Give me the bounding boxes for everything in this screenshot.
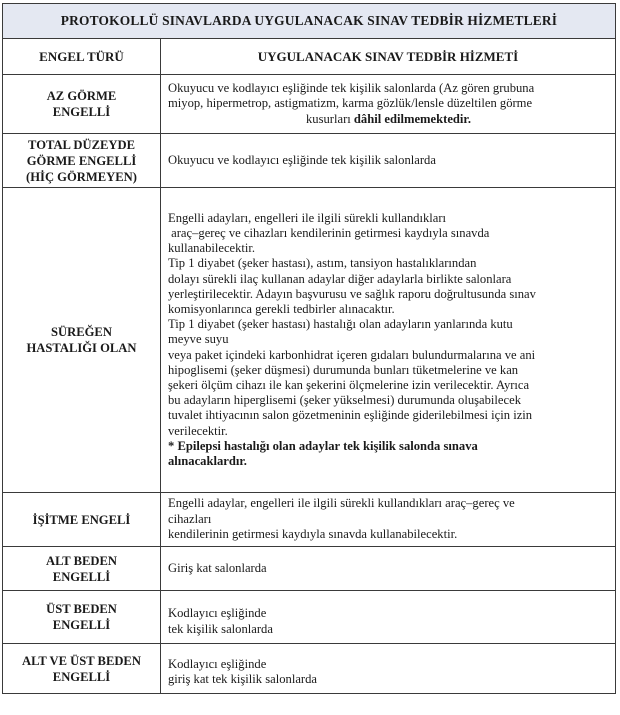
type-line: ALT VE ÜST BEDEN (22, 653, 141, 668)
disability-type-cell (3, 591, 161, 644)
text-line: miyop, hipermetrop, astigmatizm, karma gözlük/lensle düzeltilen görme (168, 96, 533, 111)
text-line: cihazları (168, 511, 212, 526)
text-line: dolayı sürekli ilaç kullanan adaylar diğer adaylarla birlikte salonlara (168, 271, 512, 286)
type-line: ENGELLİ (52, 569, 111, 584)
type-line: (HİÇ GÖRMEYEN) (26, 169, 137, 184)
type-line: AZ GÖRME (46, 89, 117, 103)
table-title: PROTOKOLLÜ SINAVLARDA UYGULANACAK SINAV TEDBİR HİZMETLERİ (3, 4, 616, 39)
text-line: Tip 1 diyabet (şeker hastası) hastalığı olan adayların yanlarında kutu (168, 317, 513, 332)
disability-type-cell (3, 134, 161, 188)
text-line: araç–gereç ve cihazları kendilerinin getirmesi kaydıyla sınavda (168, 225, 490, 240)
text-line: Giriş kat salonlarda (168, 560, 267, 575)
emphasis-text: dâhil edilmemektedir. (353, 111, 471, 126)
text-line: hipoglisemi (şeker düşmesi) durumunda bunları tüketmelerine ve kan (168, 362, 519, 377)
text-line: yerleştirilecektir. Adayın başvurusu ve sağlık raporu doğrultusunda sınav (168, 286, 536, 301)
text-line: Kodlayıcı eşliğinde (168, 606, 267, 621)
title-row (3, 4, 616, 39)
table-row (3, 493, 616, 547)
disability-type-cell (3, 547, 161, 591)
type-line: ENGELLİ (52, 618, 111, 632)
epilepsy-note: alınacaklardır. (168, 454, 247, 469)
text-line: Tip 1 diyabet (şeker hastası), astım, tansiyon hastalıklarından (168, 256, 477, 271)
epilepsy-note: * Epilepsi hastalığı olan adaylar tek kişilik salonda sınava (168, 438, 478, 453)
service-cell (161, 591, 616, 644)
text-line: bu adayların hiperglisemi (şeker yükselmesi) durumunda oluşabilecek (168, 393, 521, 408)
table-row (3, 188, 616, 493)
text-line (168, 112, 609, 127)
text-line: tek kişilik salonlarda (168, 621, 273, 636)
text-line: komisyonlarınca gerekli tedbirler alınacaktır. (168, 301, 395, 316)
table-row (3, 644, 616, 694)
type-line: İŞİTME ENGELİ (32, 512, 131, 527)
disability-type-cell (3, 188, 161, 493)
disability-type-cell (3, 75, 161, 134)
text-line: giriş kat tek kişilik salonlarda (168, 672, 317, 686)
text-line: şekeri ölçüm cihazı ile kan şekerini ölçmelerine izin verilecektir. Ayrıca (168, 378, 530, 392)
text-line: verilecektir. (168, 423, 228, 438)
header-disability-type: ENGEL TÜRÜ (3, 39, 161, 75)
service-cell (161, 134, 616, 188)
text-line: Kodlayıcı eşliğinde (168, 656, 267, 671)
table-row (3, 134, 616, 188)
service-cell (161, 75, 616, 134)
type-line: ENGELLİ (52, 105, 111, 119)
table-row (3, 75, 616, 134)
disability-type-cell (3, 644, 161, 694)
type-line: HASTALIĞI OLAN (26, 341, 137, 355)
service-cell (161, 188, 616, 493)
text-line: veya paket içindeki karbonhidrat içeren gıdaları bulundurmalarına ve ani (168, 347, 536, 362)
header-row (3, 39, 616, 75)
table-row (3, 547, 616, 591)
type-line: ENGELLİ (52, 669, 111, 684)
text-line: Okuyucu ve kodlayıcı eşliğinde tek kişilik salonlarda (Az gören grubuna (168, 80, 535, 95)
text-line: tuvalet ihtiyacının salon gözetmeninin eşliğinde giderilebilmesi için izin (168, 408, 533, 423)
service-cell (161, 644, 616, 694)
text-line: Engelli adayları, engelleri ile ilgili sürekli kullandıkları (168, 210, 447, 225)
type-line: ALT BEDEN (45, 553, 118, 568)
type-line: TOTAL DÜZEYDE (28, 137, 135, 152)
disability-type-cell (3, 493, 161, 547)
document-page (2, 3, 616, 711)
measures-table (2, 3, 616, 694)
text-line: meyve suyu (168, 332, 229, 347)
type-line: SÜREĞEN (51, 325, 112, 339)
text-line: kendilerinin getirmesi kaydıyla sınavda kullanabilecektir. (168, 527, 458, 542)
text-line: kullanabilecektir. (168, 241, 256, 256)
header-service: UYGULANACAK SINAV TEDBİR HİZMETİ (161, 39, 616, 75)
service-cell (161, 547, 616, 591)
text-segment: kusurları (306, 111, 354, 126)
text-line: Engelli adaylar, engelleri ile ilgili sürekli kullandıkları araç–gereç ve (168, 496, 515, 511)
type-line: GÖRME ENGELLİ (26, 153, 137, 168)
table-row (3, 591, 616, 644)
service-cell (161, 493, 616, 547)
type-line: ÜST BEDEN (46, 602, 117, 616)
text-line: Okuyucu ve kodlayıcı eşliğinde tek kişilik salonlarda (168, 152, 436, 167)
